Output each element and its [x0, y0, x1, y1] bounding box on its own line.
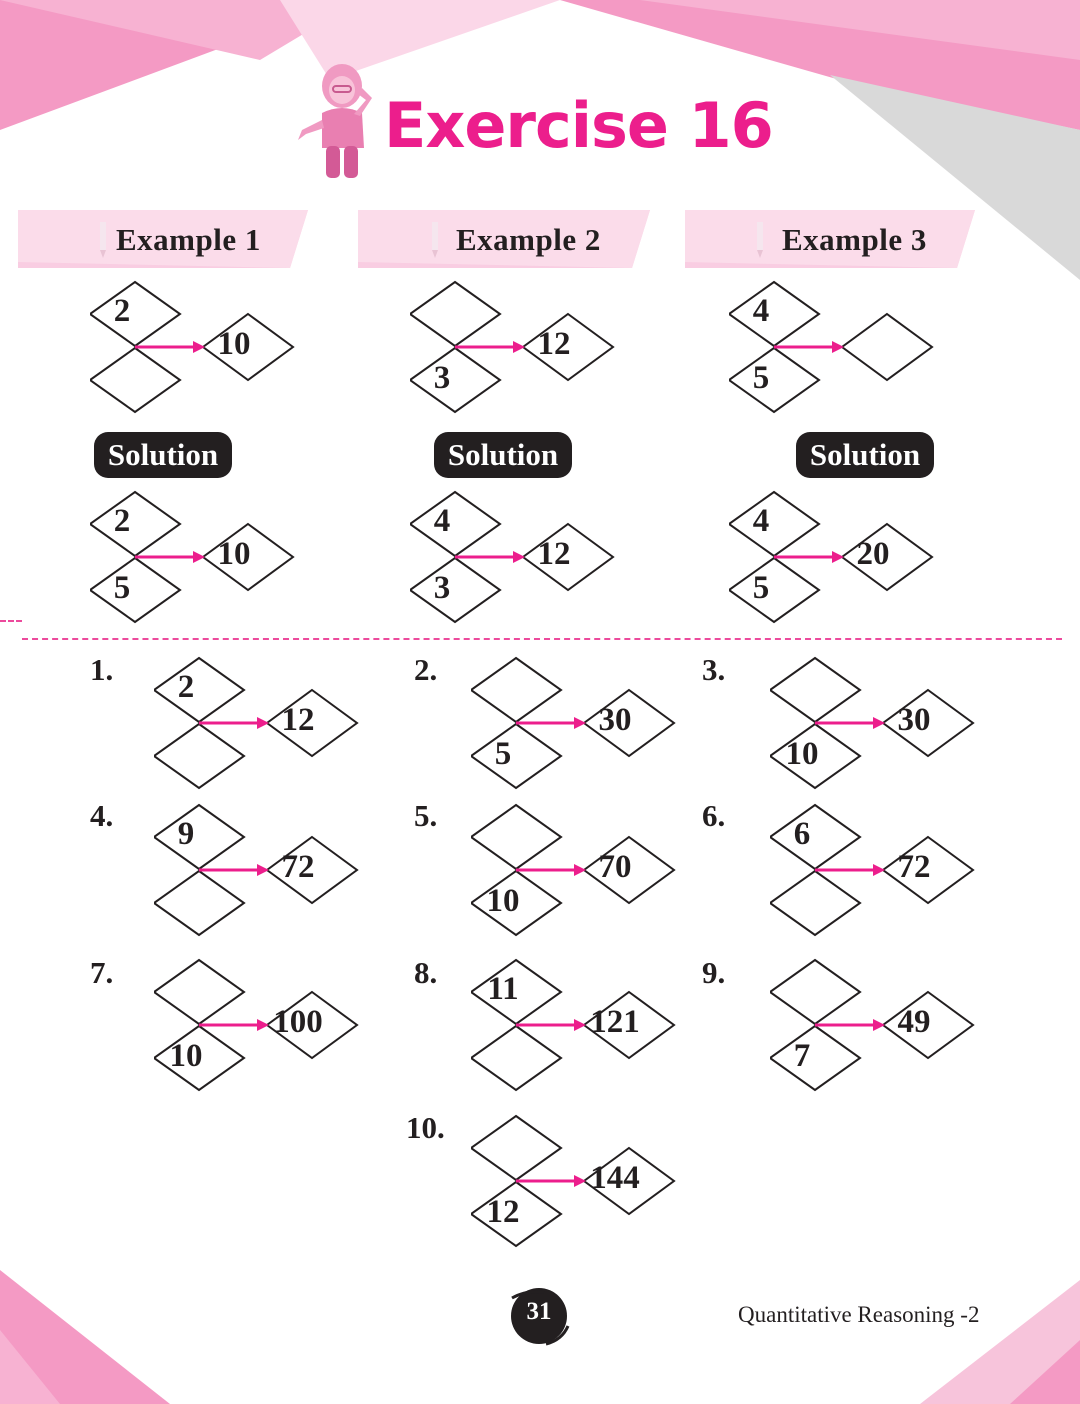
diamond-diagram — [410, 490, 620, 630]
diamond-diagram — [770, 803, 980, 943]
result-value: 10 — [217, 326, 251, 362]
problem-number: 6. — [702, 798, 726, 833]
bottom-value: 10 — [169, 1038, 203, 1074]
diamond-diagram — [471, 803, 681, 943]
example-2-label: Example 2 — [456, 222, 601, 257]
top-value: 2 — [113, 503, 131, 539]
problem-number: 3. — [702, 652, 726, 687]
diamond-diagram — [154, 803, 364, 943]
diamond-diagram — [471, 958, 681, 1098]
result-value: 30 — [897, 702, 931, 738]
top-value: 4 — [752, 293, 770, 329]
problem-number: 8. — [414, 955, 438, 990]
pencil-icon — [96, 218, 110, 258]
result-value: 30 — [598, 702, 632, 738]
result-value: 10 — [217, 536, 251, 572]
solution-label: Solution — [94, 432, 232, 478]
result-value: 121 — [590, 1004, 640, 1040]
top-value: 2 — [113, 293, 131, 329]
diamond-diagram — [770, 958, 980, 1098]
bottom-value: 7 — [793, 1038, 811, 1074]
problem-number: 2. — [414, 652, 438, 687]
result-value: 12 — [281, 702, 315, 738]
result-value: 100 — [273, 1004, 323, 1040]
bottom-value: 12 — [486, 1194, 520, 1230]
diamond-diagram — [471, 656, 681, 796]
top-value: 6 — [793, 816, 811, 852]
diamond-diagram — [410, 280, 620, 420]
bottom-diamond — [154, 724, 244, 788]
diamond-diagram — [154, 958, 364, 1098]
section-divider — [22, 638, 1062, 640]
top-diamond — [471, 1116, 561, 1180]
book-title: Quantitative Reasoning -2 — [738, 1302, 980, 1327]
girl-character-icon — [292, 58, 382, 183]
top-value: 9 — [177, 816, 195, 852]
page-number: 31 — [526, 1298, 552, 1325]
result-value: 144 — [590, 1160, 640, 1196]
bottom-diamond — [770, 871, 860, 935]
pencil-icon — [428, 218, 442, 258]
top-value: 11 — [487, 971, 519, 1007]
top-diamond — [154, 960, 244, 1024]
solution-label: Solution — [434, 432, 572, 478]
result-value: 72 — [897, 849, 931, 885]
bottom-value: 5 — [113, 570, 131, 606]
diamond-diagram — [90, 280, 300, 420]
top-value: 4 — [433, 503, 451, 539]
diamond-diagram — [90, 490, 300, 630]
top-diamond — [471, 805, 561, 869]
top-value: 4 — [752, 503, 770, 539]
example-3-banner — [685, 210, 975, 268]
problem-number: 5. — [414, 798, 438, 833]
example-1-label: Example 1 — [116, 222, 261, 257]
result-value: 20 — [856, 536, 890, 572]
top-diamond — [770, 960, 860, 1024]
bottom-diamond — [90, 348, 180, 412]
section-divider — [0, 620, 22, 622]
bottom-value: 3 — [433, 570, 451, 606]
top-value: 2 — [177, 669, 195, 705]
diamond-diagram — [770, 656, 980, 796]
bottom-diamond — [471, 1026, 561, 1090]
problem-number: 1. — [90, 652, 114, 687]
top-diamond — [410, 282, 500, 346]
bottom-value: 10 — [785, 736, 819, 772]
problem-number: 9. — [702, 955, 726, 990]
top-diamond — [770, 658, 860, 722]
result-value: 49 — [897, 1004, 931, 1040]
pencil-icon — [753, 218, 767, 258]
result-value: 12 — [537, 326, 571, 362]
bottom-value: 5 — [752, 360, 770, 396]
result-value: 72 — [281, 849, 315, 885]
problem-number: 7. — [90, 955, 114, 990]
bottom-value: 10 — [486, 883, 520, 919]
result-value: 70 — [598, 849, 632, 885]
result-value: 12 — [537, 536, 571, 572]
diamond-diagram — [729, 490, 939, 630]
top-diamond — [471, 658, 561, 722]
example-2-banner — [358, 210, 650, 268]
example-3-label: Example 3 — [782, 222, 927, 257]
result-diamond — [842, 314, 932, 380]
diamond-diagram — [154, 656, 364, 796]
diamond-diagram — [471, 1114, 681, 1254]
example-1-banner — [18, 210, 308, 268]
problem-number: 10. — [406, 1110, 445, 1145]
problem-number: 4. — [90, 798, 114, 833]
bottom-value: 3 — [433, 360, 451, 396]
bottom-diamond — [154, 871, 244, 935]
solution-label: Solution — [796, 432, 934, 478]
page-title: Exercise 16 — [384, 89, 773, 162]
bottom-value: 5 — [752, 570, 770, 606]
bottom-value: 5 — [494, 736, 512, 772]
diamond-diagram — [729, 280, 939, 420]
